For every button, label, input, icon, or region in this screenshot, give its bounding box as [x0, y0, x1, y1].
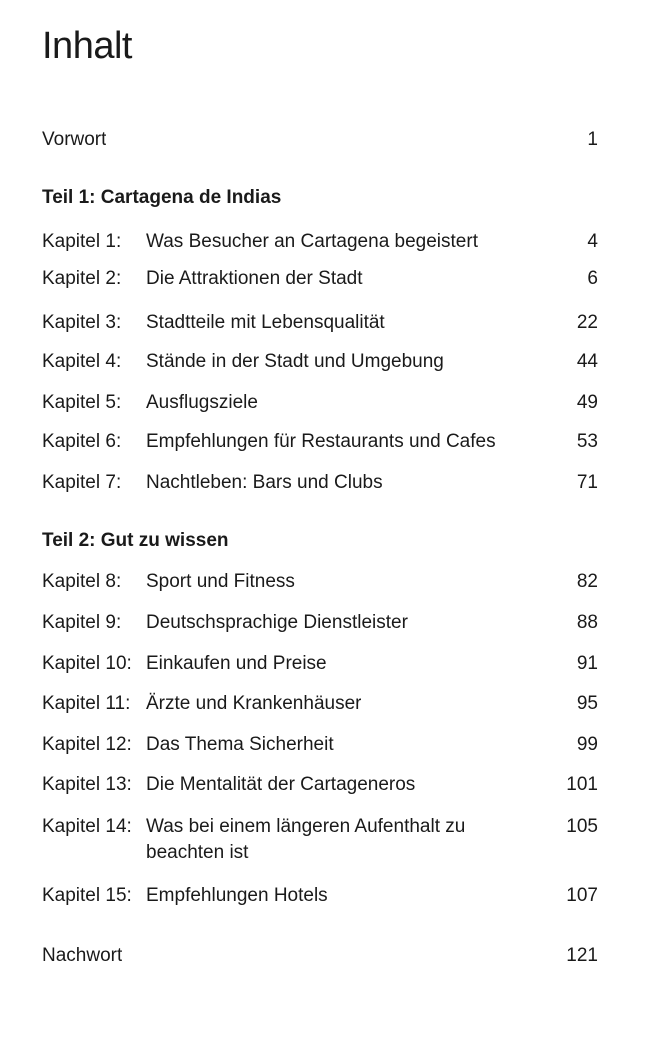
- chapter-prefix: Kapitel 8:: [42, 571, 122, 592]
- chapter-title: Stadtteile mit Lebensqualität: [146, 312, 385, 333]
- toc-page-number: 49: [576, 392, 598, 413]
- toc-page-number: 95: [576, 693, 598, 714]
- toc-page-number: 71: [576, 472, 598, 493]
- toc-entry-chapter-10[interactable]: [42, 651, 598, 677]
- toc-page-number: 99: [576, 734, 598, 755]
- toc-entry-chapter-12[interactable]: [42, 732, 598, 758]
- chapter-title: Ärzte und Krankenhäuser: [146, 693, 362, 714]
- chapter-prefix: Kapitel 2:: [42, 268, 122, 289]
- chapter-prefix: Kapitel 7:: [42, 472, 122, 493]
- toc-entry-label: Nachwort: [42, 945, 123, 966]
- chapter-title: Was Besucher an Cartagena begeistert: [146, 231, 478, 252]
- toc-entry-chapter-6[interactable]: [42, 429, 598, 455]
- chapter-prefix: Kapitel 12:: [42, 734, 132, 755]
- chapter-prefix: Kapitel 4:: [42, 351, 122, 372]
- chapter-prefix: Kapitel 14:: [42, 816, 132, 837]
- chapter-title: Was bei einem längeren Aufenthalt zu: [146, 816, 466, 837]
- chapter-title: Das Thema Sicherheit: [146, 734, 334, 755]
- chapter-prefix: Kapitel 15:: [42, 885, 132, 906]
- chapter-title: Nachtleben: Bars und Clubs: [146, 472, 383, 493]
- toc-page-number: 4: [587, 231, 598, 252]
- toc-page-number: 82: [576, 571, 598, 592]
- chapter-title: Deutschsprachige Dienstleister: [146, 612, 408, 633]
- section-heading-part2: Teil 2: Gut zu wissen: [42, 530, 229, 551]
- toc-page-number: 53: [576, 431, 598, 452]
- chapter-title: Empfehlungen Hotels: [146, 885, 328, 906]
- chapter-prefix: Kapitel 1:: [42, 231, 122, 252]
- toc-entry-afterword[interactable]: [42, 943, 598, 969]
- chapter-title-block: [146, 814, 598, 866]
- chapter-prefix: Kapitel 3:: [42, 312, 122, 333]
- toc-page-number: 101: [566, 774, 598, 795]
- toc-page-number: 91: [576, 653, 598, 674]
- chapter-prefix: Kapitel 5:: [42, 392, 122, 413]
- toc-page-number: 1: [587, 129, 598, 150]
- toc-page-number: 107: [566, 885, 598, 906]
- toc-entry-chapter-7[interactable]: [42, 470, 598, 496]
- chapter-prefix: Kapitel 11:: [42, 693, 131, 714]
- toc-entry-chapter-14[interactable]: [42, 814, 598, 866]
- toc-page-number: 88: [576, 612, 598, 633]
- toc-entry-chapter-9[interactable]: [42, 610, 598, 636]
- chapter-title: Empfehlungen für Restaurants und Cafes: [146, 431, 496, 452]
- chapter-prefix: Kapitel 10:: [42, 653, 132, 674]
- toc-entry-chapter-3[interactable]: [42, 310, 598, 336]
- toc-entry-chapter-15[interactable]: [42, 883, 598, 909]
- toc-entry-chapter-13[interactable]: [42, 772, 598, 798]
- toc-entry-chapter-1[interactable]: [42, 229, 598, 255]
- chapter-title-row: [146, 814, 598, 840]
- toc-entry-chapter-2[interactable]: [42, 266, 598, 292]
- toc-page-number: 44: [576, 351, 598, 372]
- chapter-title: Einkaufen und Preise: [146, 653, 327, 674]
- toc-entry-label: Vorwort: [42, 129, 107, 150]
- chapter-prefix: Kapitel 13:: [42, 774, 132, 795]
- page-title: Inhalt: [42, 25, 132, 67]
- toc-page-number: 121: [566, 945, 598, 966]
- toc-entry-chapter-11[interactable]: [42, 691, 598, 717]
- chapter-title: Die Attraktionen der Stadt: [146, 268, 363, 289]
- chapter-title: Die Mentalität der Cartageneros: [146, 774, 416, 795]
- section-heading-part1: Teil 1: Cartagena de Indias: [42, 187, 282, 208]
- toc-page-number: 22: [576, 312, 598, 333]
- toc-page-number: 6: [587, 268, 598, 289]
- toc-entry-chapter-5[interactable]: [42, 390, 598, 416]
- toc-entry-chapter-8[interactable]: [42, 569, 598, 595]
- chapter-title: Sport und Fitness: [146, 571, 295, 592]
- toc-entry-chapter-4[interactable]: [42, 349, 598, 375]
- toc-page-number: 105: [566, 816, 598, 837]
- toc-entry-preface[interactable]: [42, 127, 598, 153]
- chapter-title: Stände in der Stadt und Umgebung: [146, 351, 444, 372]
- chapter-title-continuation: beachten ist: [146, 842, 249, 863]
- chapter-prefix: Kapitel 6:: [42, 431, 122, 452]
- chapter-title: Ausflugsziele: [146, 392, 258, 413]
- chapter-prefix: Kapitel 9:: [42, 612, 122, 633]
